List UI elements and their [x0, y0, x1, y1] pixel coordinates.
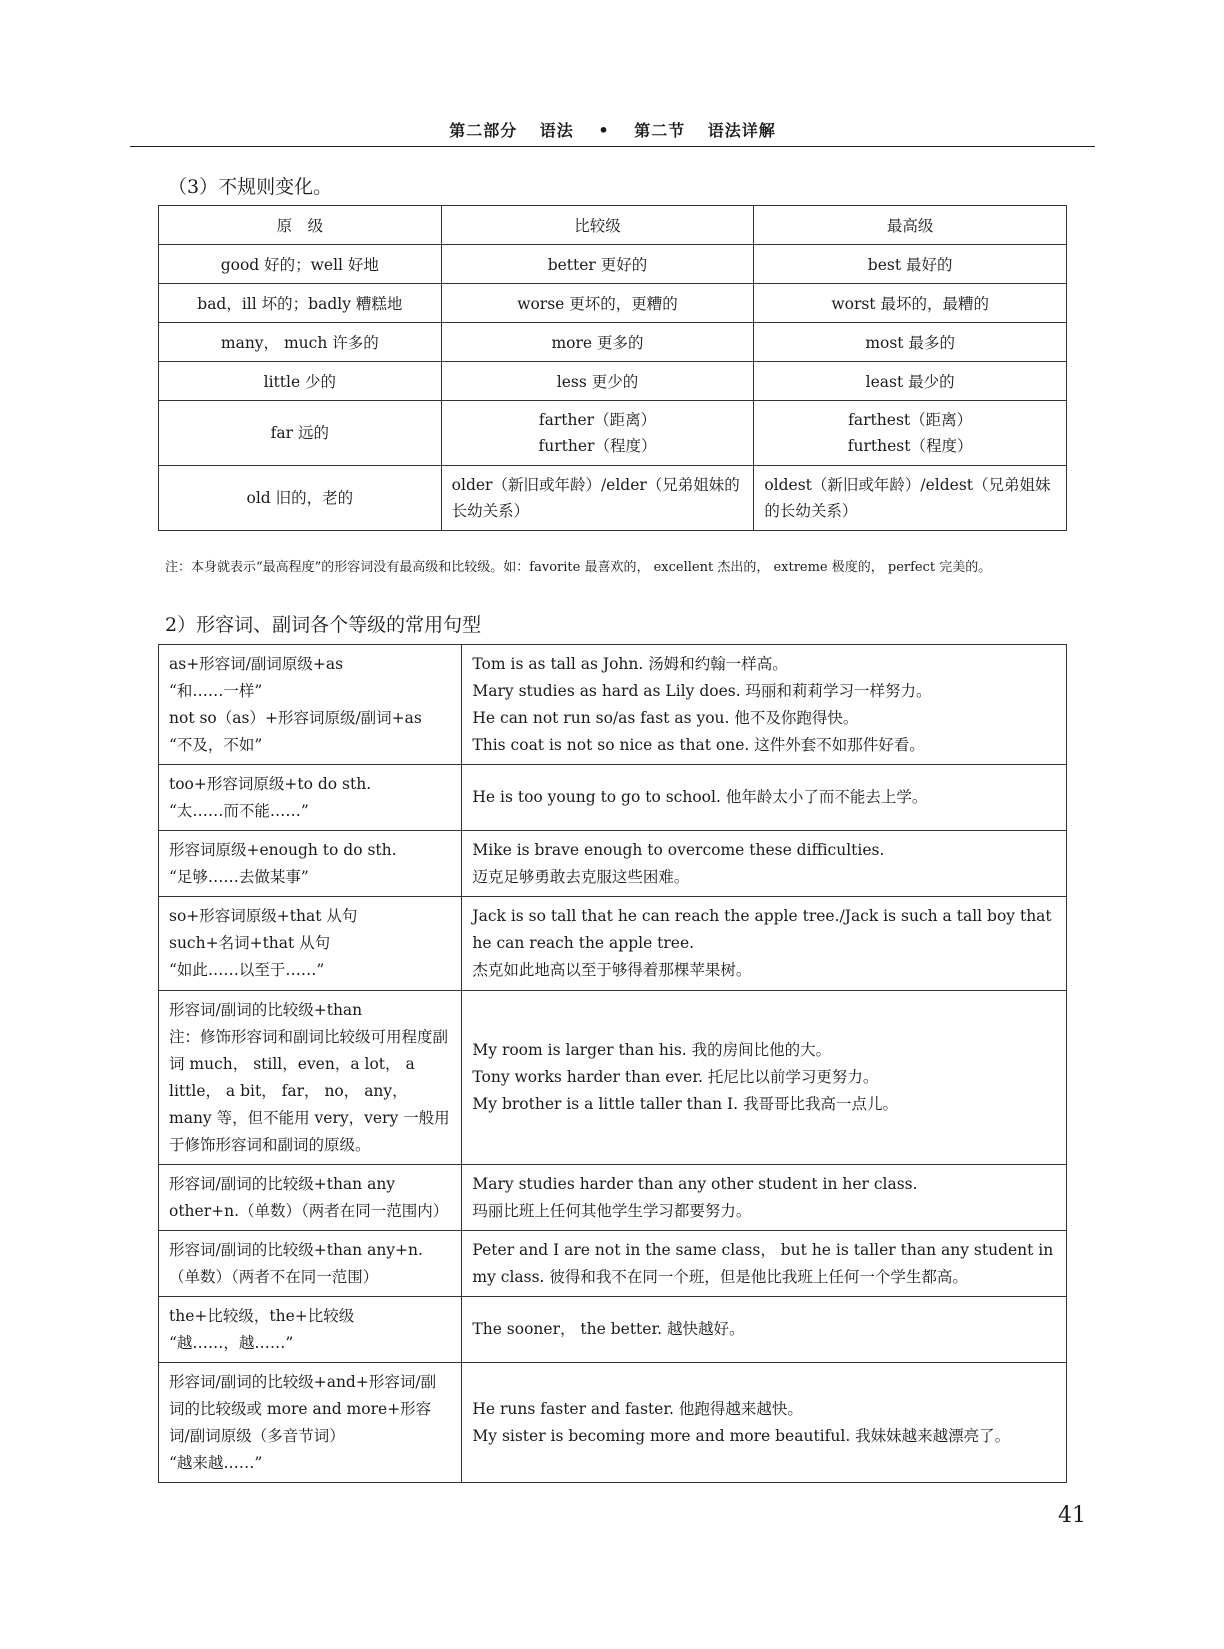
table-row: [159, 765, 1067, 831]
example-line: This coat is not so nice as that one. 这件外套不如那件好看。: [472, 735, 925, 754]
pattern-cell: [159, 1297, 462, 1363]
example-line: He runs faster and faster. 他跑得越来越快。: [472, 1399, 803, 1418]
table-cell: best 最好的: [754, 245, 1067, 284]
page-number: 41: [1058, 1503, 1086, 1528]
example-cell: [462, 897, 1067, 991]
table-row: [159, 645, 1067, 765]
table-row: [159, 323, 1067, 362]
table-row: [159, 466, 1067, 531]
header-section: 第二节: [634, 121, 686, 140]
example-cell: [462, 1297, 1067, 1363]
pattern-line: “不及，不如”: [169, 735, 263, 754]
table-cell: better 更好的: [441, 245, 754, 284]
pattern-line: the+比较级，the+比较级: [169, 1306, 355, 1325]
pattern-line: so+形容词原级+that 从句: [169, 907, 358, 925]
pattern-cell: [159, 645, 462, 765]
example-line: My brother is a little taller than I. 我哥哥比我高一点儿。: [472, 1095, 898, 1113]
example-line: He is too young to go to school. 他年龄太小了而不能去上学。: [472, 788, 928, 806]
table-row: [159, 245, 1067, 284]
example-cell: [462, 645, 1067, 765]
cell-line: furthest（程度）: [847, 437, 973, 455]
table-cell: far 远的: [159, 401, 442, 466]
table-cell: [441, 401, 754, 466]
pattern-line: 形容词/副词的比较级+than any+n.（单数）（两者不在同一范围）: [169, 1240, 423, 1286]
irregular-forms-table: [158, 205, 1067, 531]
table-row: [159, 401, 1067, 466]
table-cell: old 旧的，老的: [159, 466, 442, 531]
example-line: Peter and I are not in the same class， but he is taller than any student in my class. 彼得和我不在同一个班，但是他比我班上任何一个学生都高。: [472, 1240, 1054, 1286]
pattern-table-body: [159, 645, 1067, 1483]
pattern-cell: [159, 991, 462, 1165]
pattern-cell: [159, 831, 462, 897]
column-header-base: 原 级: [159, 206, 442, 245]
pattern-line: “越来越……”: [169, 1453, 263, 1472]
example-cell: [462, 765, 1067, 831]
cell-line: farther（距离）: [538, 411, 657, 429]
pattern-line: such+名词+that 从句: [169, 934, 331, 952]
table-row: [159, 1363, 1067, 1483]
column-header-superlative: 最高级: [754, 206, 1067, 245]
table-cell: [754, 401, 1067, 466]
example-line: 迈克足够勇敢去克服这些困难。: [472, 867, 690, 886]
irregular-section-title: （3）不规则变化。: [168, 176, 333, 198]
table-row: [159, 1231, 1067, 1297]
pattern-line: as+形容词/副词原级+as: [169, 654, 344, 673]
table-cell: many， much 许多的: [159, 323, 442, 362]
pattern-line: 注：修饰形容词和副词比较级可用程度副词 much， still，even，a lot， a little， a bit， far， no， any， many 等，但不能用 very，very 一般用于修饰形容词和副词的原级。: [169, 1027, 450, 1154]
table-row: [159, 897, 1067, 991]
example-line: My sister is becoming more and more beautiful. 我妹妹越来越漂亮了。: [472, 1426, 1011, 1445]
example-line: Mike is brave enough to overcome these difficulties.: [472, 840, 885, 859]
table-cell: worse 更坏的，更糟的: [441, 284, 754, 323]
column-header-comparative: 比较级: [441, 206, 754, 245]
header-separator: •: [598, 121, 610, 140]
table-row: [159, 362, 1067, 401]
header-part: 第二部分: [449, 121, 518, 140]
table-cell: bad，ill 坏的；badly 糟糕地: [159, 284, 442, 323]
table-cell: little 少的: [159, 362, 442, 401]
table-cell: less 更少的: [441, 362, 754, 401]
table-cell: more 更多的: [441, 323, 754, 362]
example-line: The sooner， the better. 越快越好。: [472, 1320, 745, 1338]
irregular-note: 注：本身就表示“最高程度”的形容词没有最高级和比较级。如：favorite 最喜欢的， excellent 杰出的， extreme 极度的， perfect 完美的。: [165, 560, 992, 575]
pattern-line: 形容词/副词的比较级+than any other+n.（单数）（两者在同一范围内）: [169, 1174, 449, 1220]
example-cell: [462, 991, 1067, 1165]
example-line: Tony works harder than ever. 托尼比以前学习更努力。: [472, 1068, 879, 1086]
table-cell: good 好的；well 好地: [159, 245, 442, 284]
pattern-line: “越……，越……”: [169, 1333, 294, 1352]
header-rule: [130, 146, 1095, 147]
table-row: [159, 284, 1067, 323]
pattern-cell: [159, 1231, 462, 1297]
page-header: [130, 118, 1095, 141]
example-cell: [462, 831, 1067, 897]
table-cell: most 最多的: [754, 323, 1067, 362]
example-line: My room is larger than his. 我的房间比他的大。: [472, 1041, 832, 1059]
pattern-line: too+形容词原级+to do sth.: [169, 774, 372, 793]
pattern-line: “太……而不能……”: [169, 801, 309, 820]
patterns-section-title: 2）形容词、副词各个等级的常用句型: [165, 614, 482, 636]
pattern-line: “和……一样”: [169, 681, 263, 700]
table-cell: least 最少的: [754, 362, 1067, 401]
example-cell: [462, 1231, 1067, 1297]
header-part-topic: 语法: [539, 121, 574, 140]
pattern-cell: [159, 1165, 462, 1231]
cell-line: further（程度）: [538, 437, 657, 455]
example-line: 玛丽比班上任何其他学生学习都要努力。: [472, 1201, 752, 1220]
pattern-line: not so（as）+形容词原级/副词+as: [169, 708, 422, 727]
table-header-row: [159, 206, 1067, 245]
table-cell: oldest（新旧或年龄）/eldest（兄弟姐妹的长幼关系）: [754, 466, 1067, 531]
pattern-line: “如此……以至于……”: [169, 961, 325, 979]
table-row: [159, 1297, 1067, 1363]
header-section-topic: 语法详解: [707, 121, 776, 140]
pattern-cell: [159, 765, 462, 831]
pattern-line: 形容词/副词的比较级+and+形容词/副词的比较级或 more and more+形容词/副词原级（多音节词）: [169, 1372, 437, 1445]
example-cell: [462, 1363, 1067, 1483]
example-cell: [462, 1165, 1067, 1231]
table-row: [159, 1165, 1067, 1231]
example-line: Tom is as tall as John. 汤姆和约翰一样高。: [472, 654, 788, 673]
pattern-line: 形容词原级+enough to do sth.: [169, 840, 397, 859]
table-cell: worst 最坏的，最糟的: [754, 284, 1067, 323]
example-line: He can not run so/as fast as you. 他不及你跑得快。: [472, 708, 859, 727]
sentence-patterns-table: [158, 644, 1067, 1483]
cell-line: farthest（距离）: [848, 411, 973, 429]
example-line: Mary studies as hard as Lily does. 玛丽和莉莉学习一样努力。: [472, 681, 932, 700]
example-line: Jack is so tall that he can reach the apple tree./Jack is such a tall boy that he can reach the apple tree.: [472, 907, 1052, 952]
example-line: Mary studies harder than any other student in her class.: [472, 1174, 918, 1193]
pattern-line: 形容词/副词的比较级+than: [169, 1000, 363, 1019]
pattern-line: “足够……去做某事”: [169, 867, 309, 886]
table-row: [159, 991, 1067, 1165]
table-row: [159, 831, 1067, 897]
pattern-cell: [159, 897, 462, 991]
example-line: 杰克如此地高以至于够得着那棵苹果树。: [472, 961, 752, 979]
pattern-cell: [159, 1363, 462, 1483]
table-cell: older（新旧或年龄）/elder（兄弟姐妹的长幼关系）: [441, 466, 754, 531]
